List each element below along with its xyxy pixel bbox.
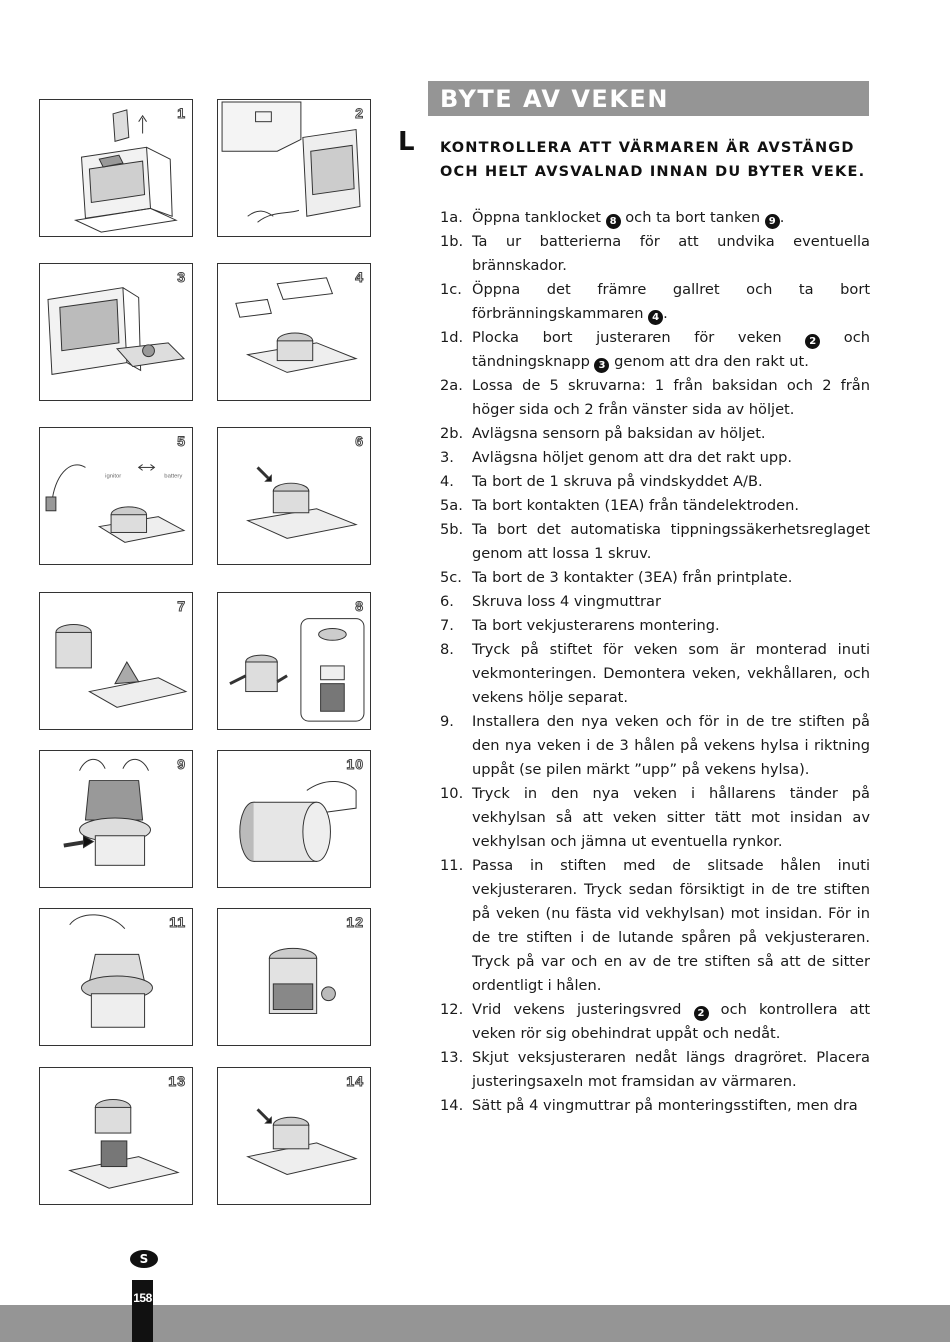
section-title-bar xyxy=(428,81,869,116)
instruction-step xyxy=(440,374,870,422)
step-number: 5b. xyxy=(440,521,464,538)
step-text: Installera den nya veken och för in de tre stiften på den nya veken i de 3 hålen på vekens hylsa i riktning uppåt (se pilen märkt ”upp” på vekens hylsa). xyxy=(472,713,870,778)
step-number: 7. xyxy=(440,617,454,634)
step-text: Öppna det främre gallret och ta bort förbränningskammaren 4 . xyxy=(472,281,871,323)
instruction-step xyxy=(440,614,870,638)
figure-3 xyxy=(39,263,193,401)
step-text: Vrid vekens justeringsvred 2 och kontrollera att veken rör sig obehindrat uppåt och nedåt. xyxy=(472,1001,871,1042)
figure-number: 8 xyxy=(355,598,364,614)
step-text: Lossa de 5 skruvarna: 1 från baksidan och 2 från höger sida och 2 från vänster sida av höljet. xyxy=(472,377,870,418)
step-text: Skjut veksjusteraren nedåt längs dragröret. Placera justeringsaxeln mot framsidan av värmaren. xyxy=(472,1049,870,1090)
instruction-step xyxy=(440,494,870,518)
front-grill-removal-illustration xyxy=(40,264,192,400)
figure-6 xyxy=(217,427,371,565)
figure-number: 3 xyxy=(177,269,186,285)
ignitor-label: ignitor xyxy=(105,473,122,480)
wing-nut-illustration xyxy=(218,428,370,564)
wick-installation-illustration xyxy=(40,751,192,887)
step-number: 1b. xyxy=(440,233,464,250)
instruction-step xyxy=(440,518,870,566)
instruction-step xyxy=(440,710,870,782)
page-tab xyxy=(132,1280,153,1342)
figure-number: 5 xyxy=(177,433,186,449)
figure-14 xyxy=(217,1067,371,1205)
part-number-badge: 9 xyxy=(765,214,780,229)
figure-2 xyxy=(217,99,371,237)
safety-warning: KONTROLLERA ATT VÄRMAREN ÄR AVSTÄNGD OCH HELT AVSVALNAD INNAN DU BYTER VEKE. xyxy=(440,140,866,180)
figure-number: 4 xyxy=(355,269,364,285)
step-number: 4. xyxy=(440,473,454,490)
step-number: 1a. xyxy=(440,209,463,226)
step-number: 2b. xyxy=(440,425,464,442)
figure-number: 7 xyxy=(177,598,186,614)
part-number-badge: 2 xyxy=(694,1006,709,1021)
figure-number: 11 xyxy=(169,914,186,930)
section-letter: L xyxy=(398,127,415,157)
step-text: Passa in stiften med de slitsade hålen inuti vekjusteraren. Tryck sedan försiktigt in de tre stiften på veken (nu fästa vid vekhylsan) mot insidan. För in de tre stiften i de lutande spåren på vekjusteraren. Tryck på var och en av de tre stiften så att de sitter ordentligt i hålen. xyxy=(472,857,870,994)
instruction-step xyxy=(440,1046,870,1094)
step-text: Ta bort de 1 skruva på vindskyddet A/B. xyxy=(472,473,763,490)
step-text: Ta bort vekjusterarens montering. xyxy=(472,617,720,634)
step-number: 6. xyxy=(440,593,454,610)
figure-number: 13 xyxy=(168,1073,186,1089)
heater-battery-illustration xyxy=(218,100,370,236)
step-text: Tryck på stiftet för veken som är monterad inuti vekmonteringen. Demontera veken, vekhållaren, och vekens hölje separat. xyxy=(472,641,870,706)
instruction-step xyxy=(440,590,870,614)
combustion-chamber-illustration xyxy=(218,264,370,400)
step-number: 3. xyxy=(440,449,454,466)
figure-number: 1 xyxy=(177,105,186,121)
instruction-step xyxy=(440,566,870,590)
figure-4 xyxy=(217,263,371,401)
step-text: Ta bort kontakten (1EA) från tändelektroden. xyxy=(472,497,800,514)
step-number: 12. xyxy=(440,1001,464,1018)
figure-11 xyxy=(39,908,193,1046)
step-number: 1d. xyxy=(440,329,464,346)
instruction-step xyxy=(440,638,870,710)
figure-12 xyxy=(217,908,371,1046)
battery-label: battery xyxy=(164,473,183,480)
step-number: 13. xyxy=(440,1049,464,1066)
figure-7 xyxy=(39,592,193,730)
part-number-badge: 8 xyxy=(606,214,621,229)
instruction-step xyxy=(440,470,870,494)
step-number: 14. xyxy=(440,1097,464,1114)
part-number-badge: 3 xyxy=(594,358,609,373)
step-number: 2a. xyxy=(440,377,463,394)
instruction-step xyxy=(440,206,870,230)
instruction-step xyxy=(440,326,870,374)
instruction-step xyxy=(440,278,870,326)
figure-10 xyxy=(217,750,371,888)
step-text: Skruva loss 4 vingmuttrar xyxy=(472,593,661,610)
ignitor-battery-illustration xyxy=(40,428,192,564)
instruction-step xyxy=(440,446,870,470)
instruction-list xyxy=(440,206,870,1118)
figure-13 xyxy=(39,1067,193,1205)
section-title: BYTE AV VEKEN xyxy=(440,85,669,113)
figure-8 xyxy=(217,592,371,730)
language-badge: S xyxy=(130,1250,158,1268)
figure-number: 2 xyxy=(355,105,364,121)
step-text: Plocka bort justeraren för veken 2 och tändningsknapp 3 genom att dra den rakt ut. xyxy=(472,329,871,371)
step-text: Ta bort de 3 kontakter (3EA) från printplate. xyxy=(472,569,793,586)
step-text: Avlägsna sensorn på baksidan av höljet. xyxy=(472,425,766,442)
step-text: Ta bort det automatiska tippningssäkerhetsreglaget genom att lossa 1 skruv. xyxy=(472,521,870,562)
step-text: Ta ur batterierna för att undvika eventuella brännskador. xyxy=(472,233,870,274)
step-number: 5a. xyxy=(440,497,463,514)
instruction-step xyxy=(440,854,870,998)
step-number: 10. xyxy=(440,785,464,802)
part-number-badge: 4 xyxy=(648,310,663,325)
wick-disassembly-illustration xyxy=(218,593,370,729)
step-text: Sätt på 4 vingmuttrar på monteringsstiften, men dra xyxy=(472,1097,858,1114)
wick-adjuster-removal-illustration xyxy=(40,593,192,729)
instruction-step xyxy=(440,230,870,278)
step-text: Tryck in den nya veken i hållarens tänder på vekhylsan så att veken sitter tätt mot insidan av vekhylsan och jämna ut eventuella rynkor. xyxy=(472,785,870,850)
step-number: 9. xyxy=(440,713,454,730)
part-number-badge: 2 xyxy=(805,334,820,349)
step-number: 11. xyxy=(440,857,464,874)
figure-number: 6 xyxy=(355,433,364,449)
figure-number: 10 xyxy=(346,756,364,772)
figure-5 xyxy=(39,427,193,565)
figure-1 xyxy=(39,99,193,237)
figure-number: 14 xyxy=(346,1073,364,1089)
instruction-step xyxy=(440,782,870,854)
figure-9 xyxy=(39,750,193,888)
step-number: 8. xyxy=(440,641,454,658)
step-number: 1c. xyxy=(440,281,462,298)
instruction-step xyxy=(440,998,870,1046)
instruction-step xyxy=(440,1094,870,1118)
heater-tank-removal-illustration xyxy=(40,100,192,236)
step-text: Öppna tanklocket 8 och ta bort tanken 9 . xyxy=(472,209,785,227)
page-number: 158 xyxy=(133,1291,152,1305)
step-text: Avlägsna höljet genom att dra det rakt upp. xyxy=(472,449,793,466)
figure-number: 12 xyxy=(346,914,364,930)
figure-number: 9 xyxy=(177,756,186,772)
instruction-step xyxy=(440,422,870,446)
step-number: 5c. xyxy=(440,569,462,586)
